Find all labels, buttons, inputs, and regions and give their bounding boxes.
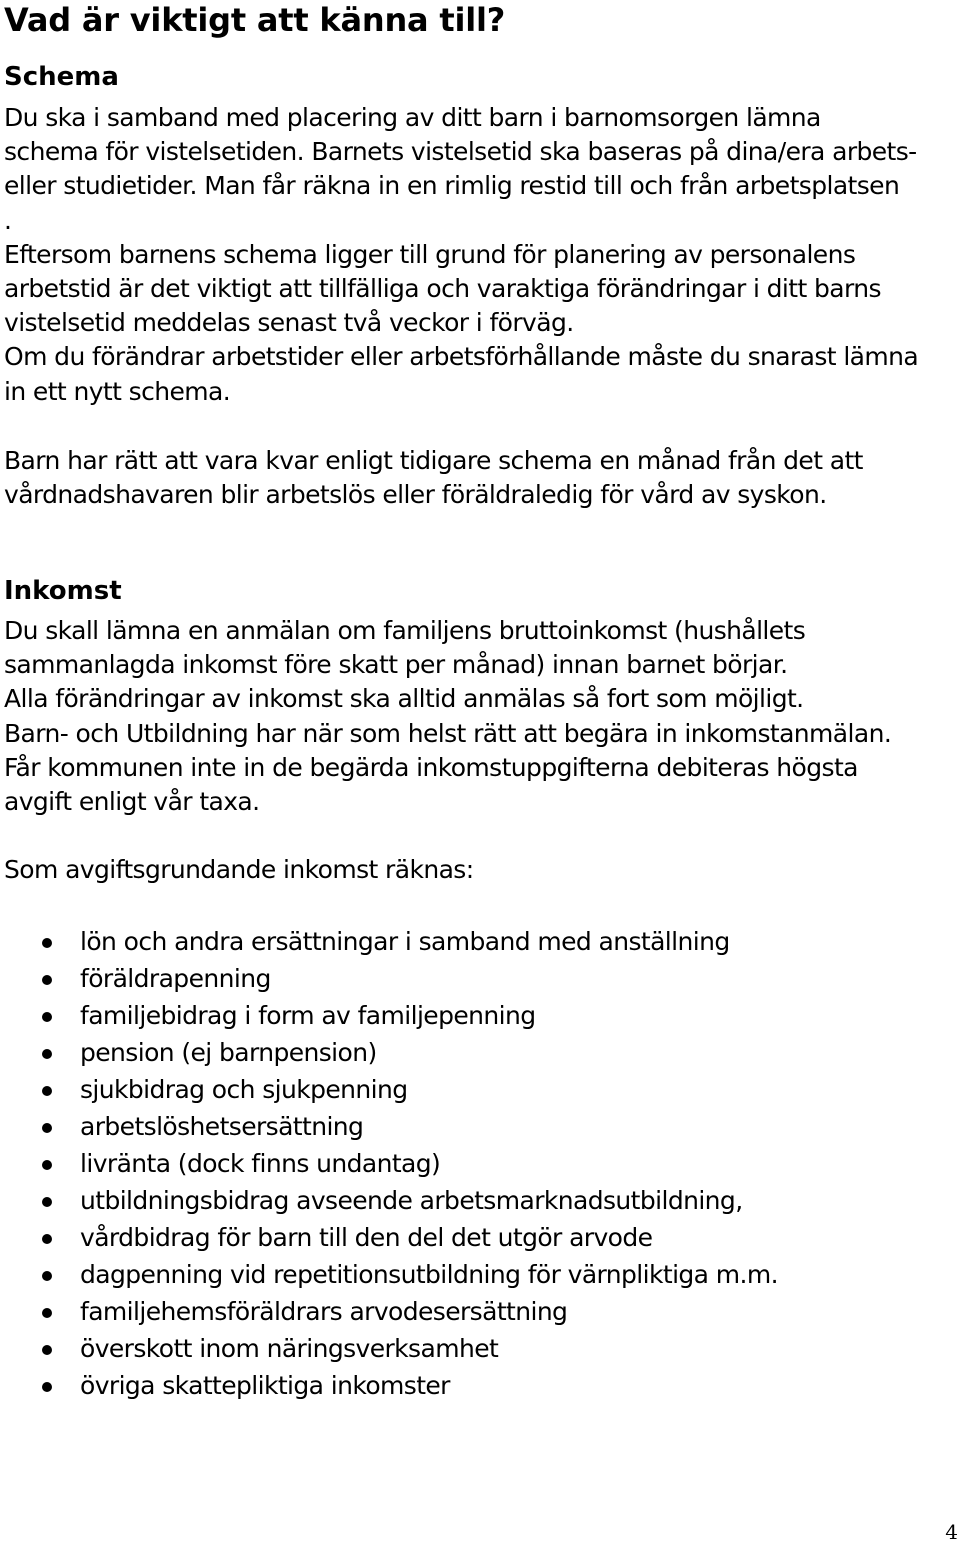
- list-item-label: dagpenning vid repetitionsutbildning för värnpliktiga m.m.: [80, 1260, 778, 1289]
- list-item-label: livränta (dock finns undantag): [80, 1149, 441, 1178]
- list-item-label: lön och andra ersättningar i samband med anställning: [80, 927, 730, 956]
- bullet-icon: [42, 938, 52, 948]
- list-item-label: vårdbidrag för barn till den del det utgör arvode: [80, 1223, 653, 1252]
- text-line: vårdnadshavaren blir arbetslös eller föräldraledig för vård av syskon.: [4, 480, 827, 510]
- bullet-icon: [42, 1049, 52, 1059]
- text-line: in ett nytt schema.: [4, 376, 231, 406]
- bullet-icon: [42, 1012, 52, 1022]
- income-list-intro: Som avgiftsgrundande inkomst räknas:: [4, 855, 474, 884]
- schema-paragraph-1: [4, 101, 918, 409]
- text-line: sammanlagda inkomst före skatt per månad) innan barnet börjar.: [4, 650, 788, 680]
- page-number: 4: [945, 1520, 958, 1544]
- bullet-icon: [42, 975, 52, 985]
- list-item-label: utbildningsbidrag avseende arbetsmarknadsutbildning,: [80, 1186, 743, 1215]
- text-line: Om du förändrar arbetstider eller arbetsförhållande måste du snarast lämna: [4, 342, 919, 372]
- list-item-label: övriga skattepliktiga inkomster: [80, 1371, 450, 1400]
- list-item-label: sjukbidrag och sjukpenning: [80, 1075, 408, 1104]
- list-item-label: överskott inom näringsverksamhet: [80, 1334, 499, 1363]
- text-line: schema för vistelsetiden. Barnets vistelsetid ska baseras på dina/era arbets-: [4, 137, 917, 167]
- list-item-label: familjebidrag i form av familjepenning: [80, 1001, 536, 1030]
- section-heading-schema: Schema: [4, 62, 119, 92]
- text-line: vistelsetid meddelas senast två veckor i förväg.: [4, 308, 574, 338]
- inkomst-paragraph-1: [4, 614, 891, 819]
- text-line: Du skall lämna en anmälan om familjens bruttoinkomst (hushållets: [4, 616, 806, 645]
- text-line: Får kommunen inte in de begärda inkomstuppgifterna debiteras högsta: [4, 752, 858, 782]
- text-line: arbetstid är det viktigt att tillfälliga och varaktiga förändringar i ditt barns: [4, 274, 881, 304]
- bullet-icon: [42, 1308, 52, 1318]
- text-line: Alla förändringar av inkomst ska alltid anmälas så fort som möjligt.: [4, 684, 804, 714]
- bullet-icon: [42, 1197, 52, 1207]
- list-item-label: föräldrapenning: [80, 964, 271, 993]
- schema-paragraph-2: [4, 444, 863, 512]
- list-item-label: familjehemsföräldrars arvodesersättning: [80, 1297, 568, 1326]
- text-line: eller studietider. Man får räkna in en rimlig restid till och från arbetsplatsen: [4, 171, 900, 201]
- list-item-label: arbetslöshetsersättning: [80, 1112, 364, 1141]
- bullet-icon: [42, 1234, 52, 1244]
- text-line: avgift enligt vår taxa.: [4, 787, 260, 817]
- bullet-icon: [42, 1271, 52, 1281]
- bullet-icon: [42, 1123, 52, 1133]
- text-line: .: [4, 205, 12, 235]
- list-item-label: pension (ej barnpension): [80, 1038, 377, 1067]
- text-line: Eftersom barnens schema ligger till grund för planering av personalens: [4, 239, 856, 269]
- text-line: Du ska i samband med placering av ditt barn i barnomsorgen lämna: [4, 103, 821, 132]
- bullet-icon: [42, 1345, 52, 1355]
- section-heading-inkomst: Inkomst: [4, 576, 122, 606]
- bullet-icon: [42, 1086, 52, 1096]
- bullet-icon: [42, 1382, 52, 1392]
- text-line: Barn har rätt att vara kvar enligt tidigare schema en månad från det att: [4, 446, 863, 475]
- page-title: Vad är viktigt att känna till?: [4, 1, 506, 39]
- text-line: Barn- och Utbildning har när som helst rätt att begära in inkomstanmälan.: [4, 718, 892, 748]
- bullet-icon: [42, 1160, 52, 1170]
